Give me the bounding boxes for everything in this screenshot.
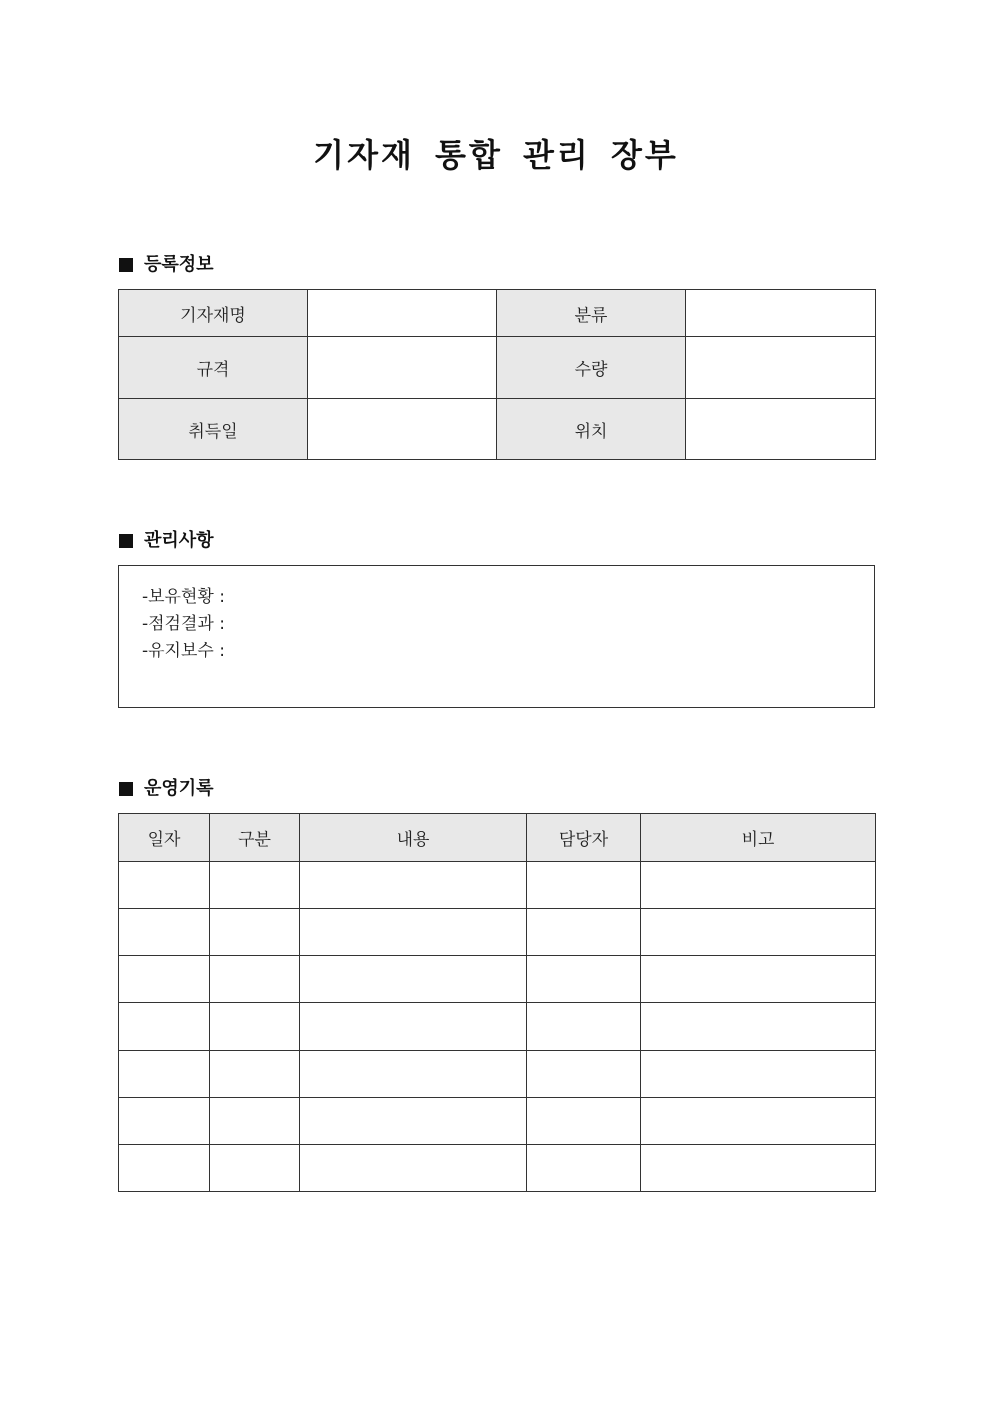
registration-value-cell[interactable] (308, 399, 497, 460)
management-heading (119, 529, 214, 553)
operation-log-header-row (119, 814, 876, 862)
table-cell-category[interactable] (210, 956, 300, 1003)
table-cell-manager[interactable] (527, 1003, 641, 1051)
table-cell-date[interactable] (119, 956, 210, 1003)
table-cell-content[interactable] (300, 862, 527, 909)
table-cell-manager[interactable] (527, 909, 641, 956)
table-cell-content[interactable] (300, 956, 527, 1003)
table-cell-remarks[interactable] (641, 1051, 876, 1098)
table-cell-date[interactable] (119, 1003, 210, 1051)
operation-log-heading (119, 777, 214, 801)
table-row (119, 1003, 876, 1051)
table-cell-content[interactable] (300, 909, 527, 956)
table-row (119, 956, 876, 1003)
square-bullet-icon (119, 534, 133, 548)
column-header-remarks: 비고 (641, 814, 876, 862)
table-cell-remarks[interactable] (641, 862, 876, 909)
table-cell-category[interactable] (210, 1098, 300, 1145)
table-cell-remarks[interactable] (641, 1145, 876, 1192)
square-bullet-icon (119, 258, 133, 272)
table-row (119, 862, 876, 909)
table-row (119, 909, 876, 956)
column-header-manager: 담당자 (527, 814, 641, 862)
square-bullet-icon (119, 782, 133, 796)
table-cell-content[interactable] (300, 1145, 527, 1192)
document-title: 기자재 통합 관리 장부 (313, 136, 679, 174)
table-cell-date[interactable] (119, 909, 210, 956)
table-cell-manager[interactable] (527, 1098, 641, 1145)
table-cell-content[interactable] (300, 1003, 527, 1051)
table-cell-remarks[interactable] (641, 1003, 876, 1051)
table-cell-remarks[interactable] (641, 909, 876, 956)
registration-heading-label: 등록정보 (144, 254, 214, 275)
table-row (119, 1145, 876, 1192)
table-cell-manager[interactable] (527, 1051, 641, 1098)
registration-row (119, 290, 876, 337)
registration-heading (119, 253, 214, 277)
registration-value-cell[interactable] (686, 399, 876, 460)
table-cell-category[interactable] (210, 1003, 300, 1051)
table-cell-remarks[interactable] (641, 1098, 876, 1145)
registration-value-cell[interactable] (686, 290, 876, 337)
table-cell-date[interactable] (119, 1145, 210, 1192)
table-cell-category[interactable] (210, 909, 300, 956)
note-line-maintenance: -유지보수 : (142, 641, 225, 661)
table-cell-content[interactable] (300, 1051, 527, 1098)
column-header-content: 내용 (300, 814, 527, 862)
registration-label: 기자재명 (119, 290, 308, 337)
table-cell-manager[interactable] (527, 1145, 641, 1192)
table-row (119, 1051, 876, 1098)
operation-log-table (118, 813, 876, 1192)
table-cell-category[interactable] (210, 1145, 300, 1192)
registration-row (119, 337, 876, 399)
registration-label: 위치 (497, 399, 686, 460)
registration-label: 취득일 (119, 399, 308, 460)
management-notes-box[interactable] (118, 565, 875, 708)
column-header-category: 구분 (210, 814, 300, 862)
table-cell-category[interactable] (210, 862, 300, 909)
table-cell-category[interactable] (210, 1051, 300, 1098)
registration-label: 규격 (119, 337, 308, 399)
note-line-holdings: -보유현황 : (142, 587, 225, 607)
note-line-inspection: -점검결과 : (142, 614, 225, 634)
table-cell-date[interactable] (119, 1051, 210, 1098)
column-header-date: 일자 (119, 814, 210, 862)
registration-value-cell[interactable] (308, 337, 497, 399)
table-cell-content[interactable] (300, 1098, 527, 1145)
registration-value-cell[interactable] (308, 290, 497, 337)
registration-label: 수량 (497, 337, 686, 399)
table-row (119, 1098, 876, 1145)
registration-label: 분류 (497, 290, 686, 337)
table-cell-manager[interactable] (527, 956, 641, 1003)
table-cell-manager[interactable] (527, 862, 641, 909)
management-heading-label: 관리사항 (144, 530, 214, 551)
registration-table (118, 289, 876, 460)
registration-value-cell[interactable] (686, 337, 876, 399)
table-cell-date[interactable] (119, 1098, 210, 1145)
table-cell-date[interactable] (119, 862, 210, 909)
registration-row (119, 399, 876, 460)
operation-log-heading-label: 운영기록 (144, 778, 214, 799)
table-cell-remarks[interactable] (641, 956, 876, 1003)
